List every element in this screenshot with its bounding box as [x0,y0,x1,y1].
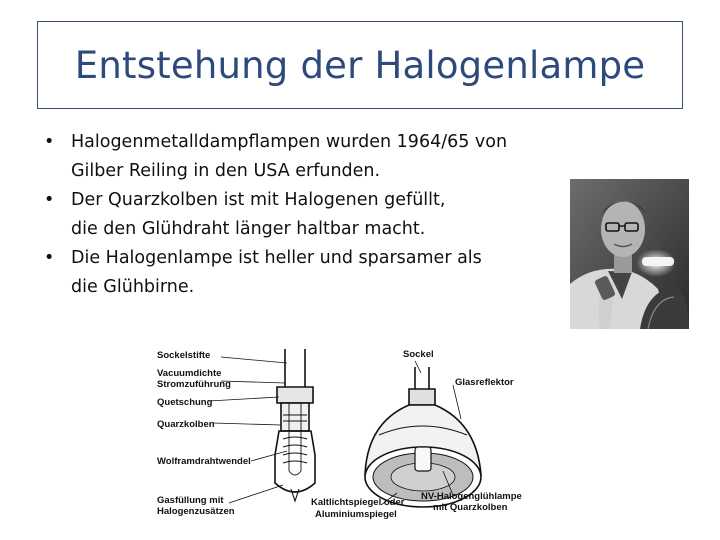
label-halogenzusaetze: Halogenzusätzen [157,506,235,517]
bullet-item [44,186,584,244]
inventor-photo [570,179,689,329]
label-sockel: Sockel [403,349,434,360]
label-mit-quarzkolben: mit Quarzkolben [433,502,508,513]
bullet-text: Die Halogenlampe ist heller und sparsamer als [71,248,482,268]
bullet-text: Halogenmetalldampflampen wurden 1964/65 von [71,132,508,152]
label-wolframdrahtwendel: Wolframdrahtwendel [157,456,251,467]
label-gasfuellung: Gasfüllung mit [157,495,224,506]
label-stromzufuehrung: Stromzuführung [157,379,231,390]
bullet-list [44,128,584,302]
reflector-lamp-drawing [365,367,481,507]
label-aluminiumspiegel: Aluminiumspiegel [315,509,397,520]
bullet-dot: • [44,132,55,152]
bullet-item [44,244,584,302]
label-kaltlichtspiegel: Kaltlichtspiegel oder [311,497,405,508]
label-vacuumdichte: Vacuumdichte [157,368,222,379]
bullet-dot: • [44,190,55,210]
bullet-item [44,128,584,186]
lamp-diagram [153,343,542,527]
title-frame [37,21,683,109]
slide-title: Entstehung der Halogenlampe [74,43,646,87]
label-glasreflektor: Glasreflektor [455,377,514,388]
bullet-dot: • [44,248,55,268]
lamp-diagram-svg [153,343,542,527]
bullet-text-continued: die Glühbirne. [71,277,195,297]
label-quarzkolben: Quarzkolben [157,419,215,430]
bullet-text: Der Quarzkolben ist mit Halogenen gefüllt, [71,190,446,210]
label-nv-halogengluehlampe: NV-Halogenglühlampe [421,491,522,502]
inventor-photo-image [570,179,689,329]
bullet-text-continued: die den Glühdraht länger haltbar macht. [71,219,426,239]
label-sockelstifte: Sockelstifte [157,350,211,361]
label-quetschung: Quetschung [157,397,213,408]
bullet-text-continued: Gilber Reiling in den USA erfunden. [71,161,381,181]
